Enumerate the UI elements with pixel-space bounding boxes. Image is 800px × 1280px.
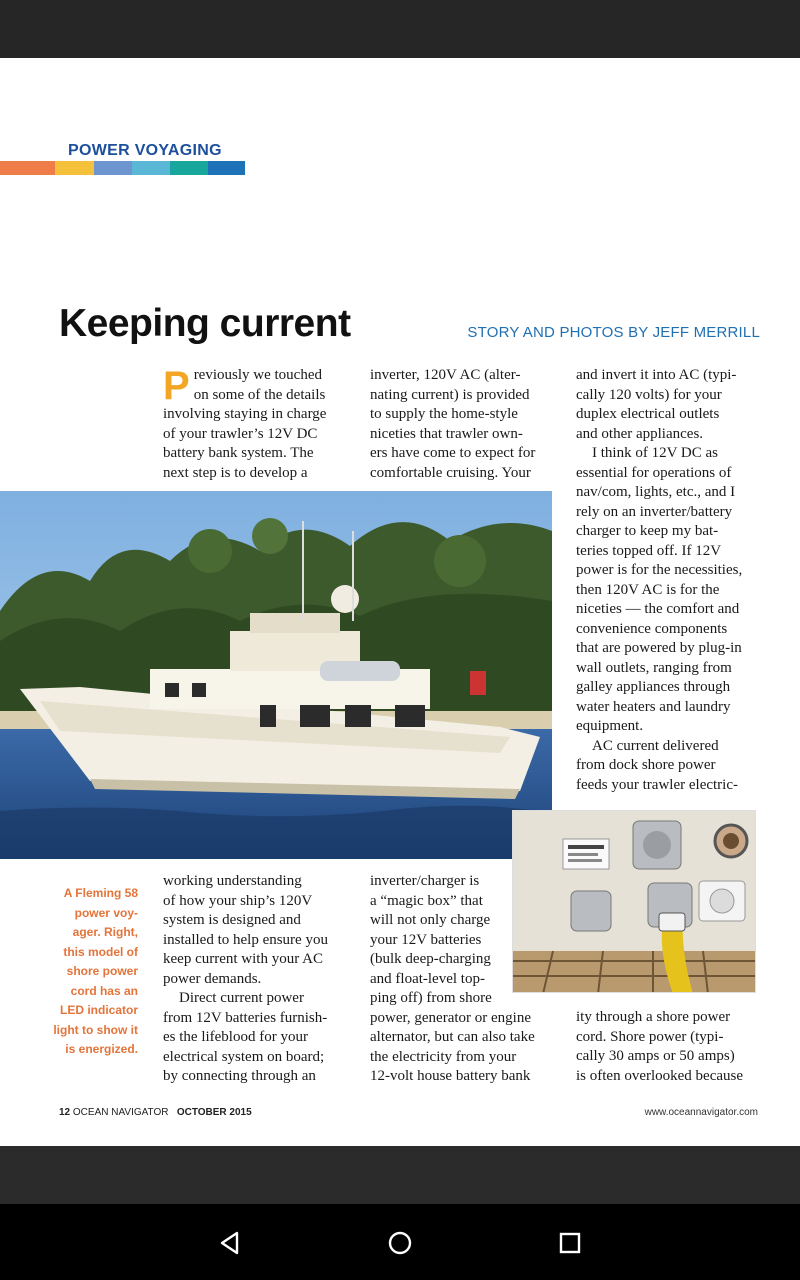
caption-line: shore power: [66, 964, 138, 978]
text-line: of your trawler’s 12V DC: [163, 425, 318, 442]
text-line: that are powered by plug-in: [576, 640, 742, 656]
status-bar: [0, 0, 800, 58]
boat-photo: [0, 491, 552, 859]
text-line: essential for operations of: [576, 464, 732, 481]
caption-line: A Fleming 58: [63, 886, 138, 900]
text-line: charger to keep my bat-: [576, 523, 719, 539]
text-line: duplex electrical outlets: [576, 406, 720, 422]
text-line: electrical system on board;: [163, 1048, 325, 1065]
text-line: power is for the necessities,: [576, 562, 743, 578]
caption-line: this model of: [63, 944, 138, 959]
recents-button[interactable]: [553, 1226, 587, 1260]
text-line: and other appliances.: [576, 425, 704, 442]
back-icon: [217, 1230, 243, 1256]
text-line: convenience components: [576, 620, 728, 637]
text-line: involving staying in charge: [163, 406, 327, 422]
text-line: and invert it into AC (typi-: [576, 367, 737, 383]
caption-line: ager. Right,: [72, 925, 138, 939]
text-line: ity through a shore power: [576, 1009, 731, 1025]
text-line: battery bank system. The: [163, 445, 314, 461]
back-button[interactable]: [213, 1226, 247, 1260]
text-line: Direct current power: [179, 990, 304, 1006]
text-line: a “magic box” that: [370, 892, 483, 909]
text-line: system is designed and: [163, 912, 301, 928]
text-line: to supply the home-style: [370, 406, 518, 422]
text-line: on some of the details: [193, 386, 326, 403]
text-line: nating current) is provided: [370, 386, 530, 403]
column-2-bottom: [370, 872, 535, 1087]
text-line: power demands.: [163, 970, 262, 987]
text-line: will not only charge: [370, 912, 491, 928]
text-line: niceties that trawler own-: [370, 425, 523, 442]
text-line: inverter, 120V AC (alter-: [370, 367, 521, 383]
text-line: ping off) from shore: [370, 990, 492, 1006]
article-title: Keeping current: [59, 302, 351, 345]
home-icon: [387, 1230, 413, 1256]
text-line: 12-volt house battery bank: [370, 1068, 531, 1084]
shore-power-photo: [512, 810, 756, 993]
page-number: 12: [59, 1107, 71, 1118]
text-line: water heaters and laundry: [576, 698, 731, 715]
page-footer-left: [59, 1107, 252, 1118]
column-3-top: [576, 366, 742, 795]
section-label: POWER VOYAGING: [68, 142, 222, 159]
text-line: feeds your trawler electric-: [576, 776, 738, 793]
text-line: teries topped off. If 12V: [576, 542, 722, 559]
text-line: by connecting through an: [163, 1068, 316, 1084]
text-line: your 12V batteries: [370, 931, 482, 948]
text-line: keep current with your AC: [163, 951, 323, 967]
text-line: ers have come to expect for: [370, 445, 536, 461]
text-line: power, generator or engine: [370, 1009, 531, 1026]
text-line: AC current delivered: [592, 737, 719, 754]
text-line: es the lifeblood for your: [163, 1029, 308, 1045]
text-line: and float-level top-: [370, 970, 485, 987]
column-3-bottom: [576, 1008, 743, 1086]
text-line: next step is to develop a: [163, 464, 308, 481]
text-line: the electricity from your: [370, 1048, 517, 1065]
text-line: galley appliances through: [576, 679, 731, 695]
home-button[interactable]: [383, 1226, 417, 1260]
text-line: cally 120 volts) for your: [576, 386, 722, 403]
text-line: nav/com, lights, etc., and I: [576, 484, 736, 500]
text-line: (bulk deep-charging: [370, 951, 491, 967]
text-line: equipment.: [576, 718, 644, 734]
section-color-strip: [0, 161, 245, 175]
text-line: reviously we touched: [193, 367, 322, 383]
text-line: niceties — the comfort and: [576, 601, 740, 617]
navigation-bar: [0, 1204, 800, 1280]
text-line: cally 30 amps or 50 amps): [576, 1048, 735, 1064]
website-url: www.oceannavigator.com: [644, 1107, 758, 1118]
column-2-top: [370, 366, 535, 483]
column-1-top: [163, 366, 326, 483]
text-line: rely on an inverter/battery: [576, 503, 733, 520]
photo-caption: [46, 884, 138, 1060]
text-line: working understanding: [163, 873, 302, 889]
text-line: alternator, but can also take: [370, 1029, 535, 1045]
text-line: inverter/charger is: [370, 873, 480, 889]
text-line: from 12V batteries furnish-: [163, 1009, 328, 1026]
caption-line: cord has an: [70, 983, 138, 998]
text-line: installed to help ensure you: [163, 931, 328, 948]
text-line: of how your ship’s 120V: [163, 892, 313, 909]
article-byline: STORY AND PHOTOS BY JEFF MERRILL: [467, 324, 760, 341]
caption-line: is energized.: [65, 1042, 138, 1056]
drop-cap: P: [163, 364, 190, 408]
text-line: wall outlets, ranging from: [576, 659, 732, 676]
caption-line: light to show it: [53, 1022, 138, 1037]
text-line: cord. Shore power (typi-: [576, 1028, 724, 1045]
caption-line: power voy-: [74, 905, 138, 920]
text-line: from dock shore power: [576, 757, 716, 773]
text-line: I think of 12V DC as: [592, 445, 718, 461]
caption-line: LED indicator: [59, 1003, 138, 1017]
text-line: comfortable cruising. Your: [370, 464, 531, 481]
text-line: then 120V AC is for the: [576, 581, 720, 598]
column-1-bottom: [163, 872, 328, 1087]
magazine-name: OCEAN NAVIGATOR: [72, 1107, 169, 1118]
reader-bottom-bar: [0, 1146, 800, 1204]
text-line: is often overlooked because: [576, 1067, 744, 1084]
recents-icon: [557, 1230, 583, 1256]
issue-date: OCTOBER 2015: [176, 1107, 252, 1118]
magazine-page[interactable]: [0, 58, 800, 1146]
